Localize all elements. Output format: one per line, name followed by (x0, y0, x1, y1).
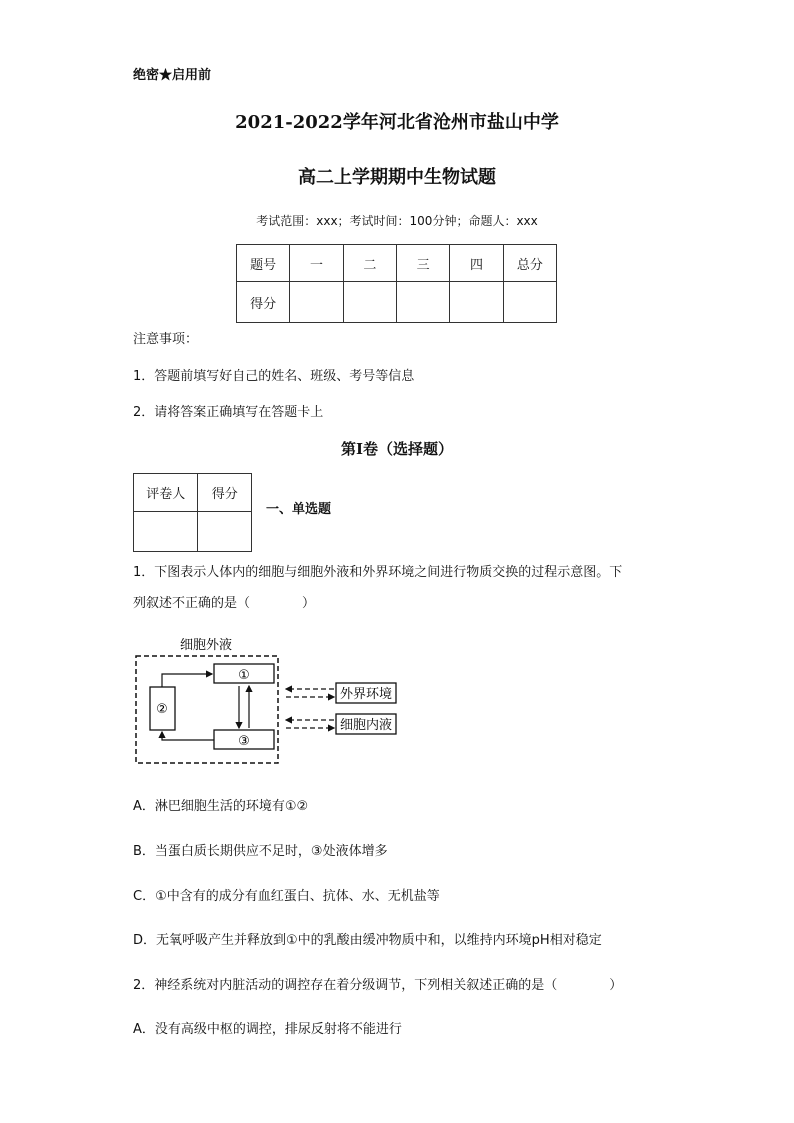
score-table-header-cell: 二 (343, 245, 396, 282)
grader-table (133, 473, 252, 552)
extracellular-fluid-label: 细胞外液 (180, 638, 233, 653)
grader-header: 得分 (198, 474, 252, 512)
score-cell (290, 282, 343, 323)
grader-header: 评卷人 (134, 474, 198, 512)
secret-mark: 绝密★启用前 (133, 68, 212, 83)
exchange-diagram (130, 634, 405, 769)
notes-heading: 注意事项： (133, 332, 199, 347)
score-table-header-cell: 三 (396, 245, 449, 282)
external-environment-label: 外界环境 (339, 687, 393, 702)
intracellular-fluid-label: 细胞内液 (339, 718, 393, 733)
note-item: 1．答题前填写好自己的姓名、班级、考号等信息 (133, 369, 415, 384)
box-2-label: ② (156, 702, 168, 717)
score-cell (343, 282, 396, 323)
score-table-row-label: 得分 (237, 282, 290, 323)
box-3-label: ③ (238, 734, 250, 749)
score-cell (503, 282, 556, 323)
question-1-stem: 1．下图表示人体内的细胞与细胞外液和外界环境之间进行物质交换的过程示意图。下 (133, 565, 623, 580)
score-table-header-cell: 题号 (237, 245, 290, 282)
score-table-header-cell: 一 (290, 245, 343, 282)
exam-info: 考试范围：xxx；考试时间：100分钟；命题人：xxx (256, 214, 538, 228)
question-2-option-a: A．没有高级中枢的调控，排尿反射将不能进行 (133, 1022, 402, 1037)
exam-title-line2: 高二上学期期中生物试题 (298, 167, 496, 188)
question-2-stem: 2．神经系统对内脏活动的调控存在着分级调节，下列相关叙述正确的是（ ） (133, 978, 623, 993)
box-1-label: ① (238, 668, 250, 683)
grader-cell (134, 512, 198, 552)
score-table-header-cell: 总分 (503, 245, 556, 282)
note-item: 2．请将答案正确填写在答题卡上 (133, 405, 324, 420)
question-1-option-c: C．①中含有的成分有血红蛋白、抗体、水、无机盐等 (133, 889, 440, 904)
question-1-option-a: A．淋巴细胞生活的环境有①② (133, 799, 309, 814)
question-1-option-d: D．无氧呼吸产生并释放到①中的乳酸由缓冲物质中和，以维持内环境pH相对稳定 (133, 933, 602, 948)
question-1-option-b: B．当蛋白质长期供应不足时，③处液体增多 (133, 844, 388, 859)
score-table (236, 244, 557, 323)
exam-title-line1: 2021-2022学年河北省沧州市盐山中学 (235, 112, 559, 133)
score-cell (396, 282, 449, 323)
part-title: 一、单选题 (266, 502, 332, 517)
score-cell (450, 282, 503, 323)
score-table-header-cell: 四 (450, 245, 503, 282)
section-title: 第I卷（选择题） (340, 440, 454, 458)
question-1-stem: 列叙述不正确的是（ ） (133, 596, 316, 611)
grader-cell (198, 512, 252, 552)
